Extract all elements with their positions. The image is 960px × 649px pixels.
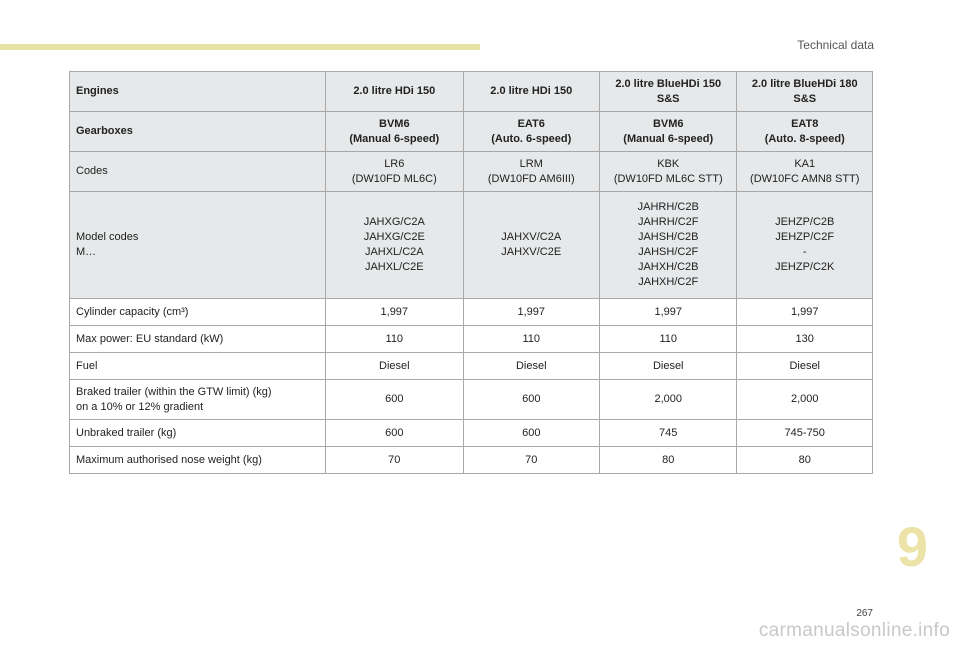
spec-row-value: 2,000: [737, 380, 873, 420]
codes-row-cell: LR6 (DW10FD ML6C): [326, 152, 463, 192]
spec-row-value: 745: [599, 420, 736, 447]
spec-row: [70, 380, 873, 420]
codes-row-cell: KBK (DW10FD ML6C STT): [599, 152, 736, 192]
engines-header-row-cell: 2.0 litre HDi 150: [463, 72, 599, 112]
spec-row: [70, 326, 873, 353]
spec-row-value: 110: [326, 326, 463, 353]
table-body: [70, 72, 873, 474]
spec-row-label: Max power: EU standard (kW): [70, 326, 326, 353]
spec-row-label: Braked trailer (within the GTW limit) (kg) on a 10% or 12% gradient: [70, 380, 326, 420]
spec-row: [70, 420, 873, 447]
gearboxes-row-cell: BVM6 (Manual 6-speed): [326, 112, 463, 152]
spec-row: [70, 447, 873, 474]
section-title: Technical data: [797, 38, 874, 52]
spec-row-label: Fuel: [70, 353, 326, 380]
spec-row-value: 600: [326, 380, 463, 420]
spec-row-label: Unbraked trailer (kg): [70, 420, 326, 447]
gearboxes-row-cell: EAT6 (Auto. 6-speed): [463, 112, 599, 152]
spec-row-value: 2,000: [599, 380, 736, 420]
spec-row-value: 1,997: [326, 299, 463, 326]
page-number: 267: [856, 608, 873, 619]
header-accent-bar: [0, 44, 480, 50]
model-codes-row-label: Model codes M…: [70, 192, 326, 299]
spec-row-value: 70: [463, 447, 599, 474]
codes-row: [70, 152, 873, 192]
spec-row-value: 1,997: [737, 299, 873, 326]
engines-header-row: [70, 72, 873, 112]
chapter-number: 9: [896, 515, 928, 578]
spec-row-value: 600: [463, 420, 599, 447]
codes-row-cell: KA1 (DW10FC AMN8 STT): [737, 152, 873, 192]
gearboxes-row-cell: EAT8 (Auto. 8-speed): [737, 112, 873, 152]
codes-row-label: Codes: [70, 152, 326, 192]
technical-data-table: [69, 71, 873, 474]
spec-row-value: 1,997: [463, 299, 599, 326]
spec-row-value: 110: [599, 326, 736, 353]
gearboxes-row-cell: BVM6 (Manual 6-speed): [599, 112, 736, 152]
spec-row-value: 130: [737, 326, 873, 353]
spec-row: [70, 353, 873, 380]
spec-row-value: Diesel: [326, 353, 463, 380]
watermark-text: carmanualsonline.info: [758, 620, 950, 641]
model-codes-row-cell: JEHZP/C2B JEHZP/C2F - JEHZP/C2K: [737, 192, 873, 299]
model-codes-row-cell: JAHRH/C2B JAHRH/C2F JAHSH/C2B JAHSH/C2F JAHXH/C2B JAHXH/C2F: [599, 192, 736, 299]
model-codes-row-cell: JAHXG/C2A JAHXG/C2E JAHXL/C2A JAHXL/C2E: [326, 192, 463, 299]
model-codes-row-cell: JAHXV/C2A JAHXV/C2E: [463, 192, 599, 299]
spec-row-value: 600: [326, 420, 463, 447]
spec-row-label: Cylinder capacity (cm³): [70, 299, 326, 326]
spec-row-value: 110: [463, 326, 599, 353]
spec-row: [70, 299, 873, 326]
spec-row-value: 80: [599, 447, 736, 474]
spec-row-value: 1,997: [599, 299, 736, 326]
spec-row-value: Diesel: [737, 353, 873, 380]
spec-row-value: 70: [326, 447, 463, 474]
gearboxes-row: [70, 112, 873, 152]
spec-row-value: 745-750: [737, 420, 873, 447]
spec-row-value: Diesel: [599, 353, 736, 380]
engines-header-row-cell: 2.0 litre HDi 150: [326, 72, 463, 112]
spec-row-label: Maximum authorised nose weight (kg): [70, 447, 326, 474]
spec-row-value: 600: [463, 380, 599, 420]
engines-header-row-label: Engines: [70, 72, 326, 112]
spec-row-value: Diesel: [463, 353, 599, 380]
codes-row-cell: LRM (DW10FD AM6III): [463, 152, 599, 192]
spec-row-value: 80: [737, 447, 873, 474]
engines-header-row-cell: 2.0 litre BlueHDi 180 S&S: [737, 72, 873, 112]
gearboxes-row-label: Gearboxes: [70, 112, 326, 152]
engines-header-row-cell: 2.0 litre BlueHDi 150 S&S: [599, 72, 736, 112]
model-codes-row: [70, 192, 873, 299]
